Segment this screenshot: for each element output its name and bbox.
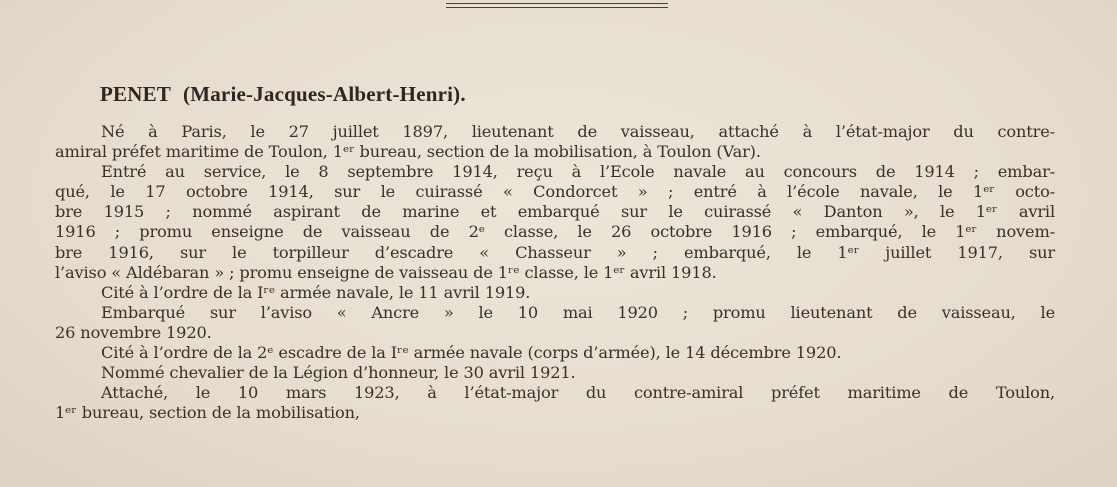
text-line: l’aviso « Aldébaran » ; promu enseigne de vaisseau de 1ʳᵉ classe, le 1ᵉʳ avril 1918. bbox=[55, 262, 717, 282]
text-line: Cité à l’ordre de la 2ᵉ escadre de la Iʳᵉ armée navale (corps d’armée), le 14 décembre 1920. bbox=[101, 343, 842, 363]
text-line: 1916 ; promu enseigne de vaisseau de 2ᵉ classe, le 26 octobre 1916 ; embarqué, le 1ᵉʳ novem- bbox=[55, 222, 1055, 242]
text-line: qué, le 17 octobre 1914, sur le cuirassé « Condorcet » ; entré à l’école navale, le 1ᵉʳ octo- bbox=[55, 182, 1055, 202]
text-line: 26 novembre 1920. bbox=[55, 322, 212, 342]
text-line: Embarqué sur l’aviso « Ancre » le 10 mai 1920 ; promu lieutenant de vaisseau, le bbox=[101, 302, 1055, 322]
text-line: Attaché, le 10 mars 1923, à l’état-major du contre-amiral préfet maritime de Toulon, bbox=[101, 383, 1055, 403]
text-line: Né à Paris, le 27 juillet 1897, lieutenant de vaisseau, attaché à l’état-major du contre- bbox=[101, 122, 1055, 141]
text-line: amiral préfet maritime de Toulon, 1ᵉʳ bureau, section de la mobilisation, à Toulon (Var). bbox=[55, 142, 761, 162]
text-line: Entré au service, le 8 septembre 1914, reçu à l’Ecole navale au concours de 1914 ; embar- bbox=[101, 162, 1055, 182]
double-rule-divider bbox=[446, 3, 668, 8]
text-line: Nommé chevalier de la Légion d’honneur, le 30 avril 1921. bbox=[101, 363, 576, 383]
text-line: bre 1915 ; nommé aspirant de marine et embarqué sur le cuirassé « Danton », le 1ᵉʳ avril bbox=[55, 202, 1055, 222]
surname: PENET bbox=[100, 82, 172, 106]
text-line: 1ᵉʳ bureau, section de la mobilisation, bbox=[55, 403, 360, 423]
entry-heading bbox=[100, 82, 466, 107]
text-line: bre 1916, sur le torpilleur d’escadre « Chasseur » ; embarqué, le 1ᵉʳ juillet 1917, sur bbox=[55, 242, 1055, 262]
text-line: Cité à l’ordre de la Iʳᵉ armée navale, le 11 avril 1919. bbox=[101, 282, 531, 302]
given-names: (Marie-Jacques-Albert-Henri). bbox=[183, 82, 466, 106]
biography-text bbox=[55, 122, 1095, 423]
